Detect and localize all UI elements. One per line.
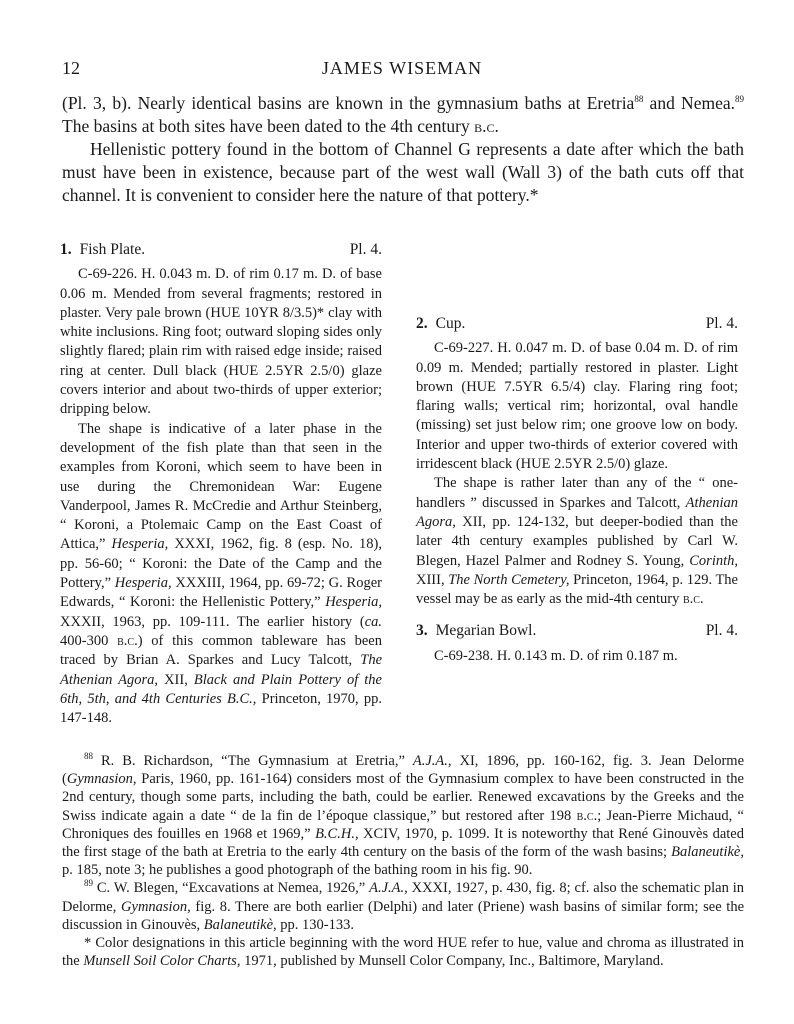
intro-paragraph-2: Hellenistic pottery found in the bottom of Channel G represents a date after which the bath must have been in existence, because part of the west wall (Wall 3) of the bath cuts off that channel. It is convenient to consider here the nature of that pottery.* xyxy=(62,139,744,205)
page-number: 12 xyxy=(62,58,80,78)
entry-title: Megarian Bowl. xyxy=(435,622,537,640)
entry-heading xyxy=(416,314,738,333)
entry-discussion: The shape is indicative of a later phase in the development of the fish plate than that seen in the examples from Koroni, which seem to have been in use during the Chremonidean War: Eugene Vanderpool, James R. McCredie and Arthur Steinberg, “ Koroni, a Ptolemaic Camp on the East Coast of Attica,” Hesperia, XXXI, 1962, fig. 8 (esp. No. 18), pp. 56-60; “ Koroni: the Date of the Camp and the Pottery,” Hesperia, XXXIII, 1964, pp. 69-72; G. Roger Edwards, “ Koroni: the Hellenistic Pottery,” Hesperia, XXXII, 1963, pp. 109-111. The earlier history (ca. 400-300 b.c.) of this common tableware has been traced by Brian A. Sparkes and Lucy Talcott, The Athenian Agora, XII, Black and Plain Pottery of the 6th, 5th, and 4th Centuries B.C., Princeton, 1970, pp. 147-148. xyxy=(60,420,382,727)
plate-reference: Pl. 4. xyxy=(349,241,382,258)
page-header xyxy=(62,58,742,80)
footnote-88: $^{88}$ R. B. Richardson, “The Gymnasium at Eretria,” A.J.A., XI, 1896, pp. 160-162, fig. 3. Jean Delorme (Gymnasion, Paris, 1960, pp. 161-164) considers most of the Gymnasium complex to have been constructed in the 2nd century, though some parts, including the bath, could be earlier. Renewed excavations by the Greeks and the Swiss indicate again a date “ de la fin de l’époque classique,” but restored after 198 b.c.; Jean-Pierre Michaud, “ Chroniques des fouilles en 1968 et 1969,” B.C.H., XCIV, 1970, p. 1099. It is noteworthy that René Ginouvès dated the first stage of the bath at Eretria to the early 4th century on the basis of the form of the wash basins; Balaneutikè, p. 185, note 3; he publishes a good photograph of the bathing room in his fig. 90. xyxy=(62,751,745,879)
footnote-ref-89: 89 xyxy=(735,94,744,105)
entry-number: 3. xyxy=(416,622,428,640)
entry-description: C-69-238. H. 0.143 m. D. of rim 0.187 m. xyxy=(434,647,678,664)
entry-description: C-69-227. H. 0.047 m. D. of base 0.04 m. D. of rim 0.09 m. Mended; partially restored in plaster. Light brown (HUE 7.5YR 6.5/4) clay. Flaring ring foot; flaring walls; vertical rim; horizontal, oval handle (missing) set just below rim; one groove low on body. Interior and upper two-thirds of exterior covered with irridescent black (HUE 2.5YR 2.5/0) glaze. xyxy=(416,340,738,473)
entry-discussion: The shape is rather later than any of the “ one-handlers ” discussed in Sparkes and Talcott, Athenian Agora, XII, pp. 124-132, but deeper-bodied than the later 4th century examples published by Carl W. Blegen, Hazel Palmer and Rodney S. Young, Corinth, XIII, The North Cemetery, Princeton, 1964, p. 129. The vessel may be as early as the mid-4th century b.c. xyxy=(416,475,738,608)
entry-number: 1. xyxy=(60,241,72,258)
entry-title: Cup. xyxy=(435,315,466,332)
plate-reference: Pl. 4. xyxy=(705,622,738,640)
entry-description: C-69-226. H. 0.043 m. D. of rim 0.17 m. D. of base 0.06 m. Mended from several fragments; restored in plaster. Very pale brown (HUE 10YR 8/3.5)* clay with white inclusions. Ring foot; outward sloping sides only slightly flared; plain rim with raised edge inside; raised ring at center. Dull black (HUE 2.5YR 2.5/0) glaze covers interior and about two-thirds of upper exterior; dripping below. xyxy=(60,266,382,418)
intro-paragraph-1: (Pl. 3, b). Nearly identical basins are known in the gymnasium baths at Eretria$^{88}$ and Nemea.$^{89}$ The basins at both sites have been dated to the 4th century b.c. xyxy=(62,93,744,136)
left-column xyxy=(60,240,382,728)
entry-heading xyxy=(60,240,382,259)
entry-title: Fish Plate. xyxy=(79,241,146,258)
entry-number: 2. xyxy=(416,315,428,332)
right-column xyxy=(416,314,738,666)
footnote-89: $^{89}$ C. W. Blegen, “Excavations at Nemea, 1926,” A.J.A., XXXI, 1927, p. 430, fig. 8; cf. also the schematic plan in Delorme, Gymnasion, fig. 8. There are both earlier (Delphi) and later (Priene) wash basins of similar form; see the discussion in Ginouvès, Balaneutikè, pp. 130-133. xyxy=(62,878,745,933)
plate-reference: Pl. 4. xyxy=(705,315,738,332)
footnote-star: * Color designations in this article beginning with the word HUE refer to hue, value and chroma as illustrated in the Munsell Soil Color Charts, 1971, published by Munsell Color Company, Inc., Baltimore, Maryland. xyxy=(62,935,744,970)
running-head: JAMES WISEMAN xyxy=(321,58,483,78)
entry-heading xyxy=(416,621,738,640)
footnote-ref-88: 88 xyxy=(634,94,644,105)
footnotes xyxy=(62,752,744,970)
intro-text xyxy=(62,92,744,207)
